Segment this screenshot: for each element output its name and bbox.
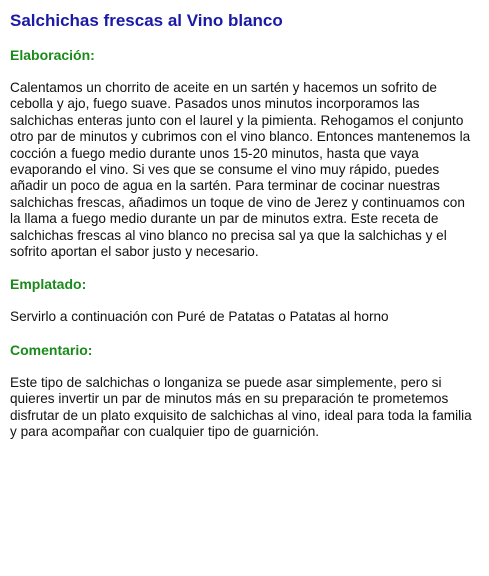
recipe-title: Salchichas frescas al Vino blanco bbox=[10, 11, 283, 30]
section-heading-emplatado: Emplatado: bbox=[10, 276, 87, 293]
section-text-emplatado: Servirlo a continuación con Puré de Patatas o Patatas al horno bbox=[10, 309, 389, 325]
section-heading-comentario: Comentario: bbox=[10, 341, 93, 358]
section-text-elaboracion: Calentamos un chorrito de aceite en un sartén y hacemos un sofrito de cebolla y ajo, fuego suave. Pasados unos minutos incorporamos las salchichas enteras junto con el laurel y la pimienta. Rehogamos el conjunto otro par de minutos y cubrimos con el vino blanco. Entonces mantenemos la cocción a fuego medio durante unos 15-20 minutos, hasta que vaya evaporando el vino. Si ves que se consume el vino muy rápido, puedes añadir un poco de agua en la sartén. Para terminar de cocinar nuestras salchichas frescas, añadimos un toque de vino de Jerez y continuamos con la llama a fuego medio durante un par de minutos extra. Este receta de salchichas frescas al vino blanco no precisa sal ya que la salchichas y el sofrito aportan el sabor justo y necesario. bbox=[10, 80, 471, 260]
section-text-comentario: Este tipo de salchichas o longaniza se puede asar simplemente, pero si quieres invertir un par de minutos más en su preparación te prometemos disfrutar de un plato exquisito de salchichas al vino, ideal para toda la familia y para acompañar con cualquier tipo de guarnición. bbox=[10, 374, 472, 440]
section-heading-elaboracion: Elaboración: bbox=[10, 47, 95, 63]
